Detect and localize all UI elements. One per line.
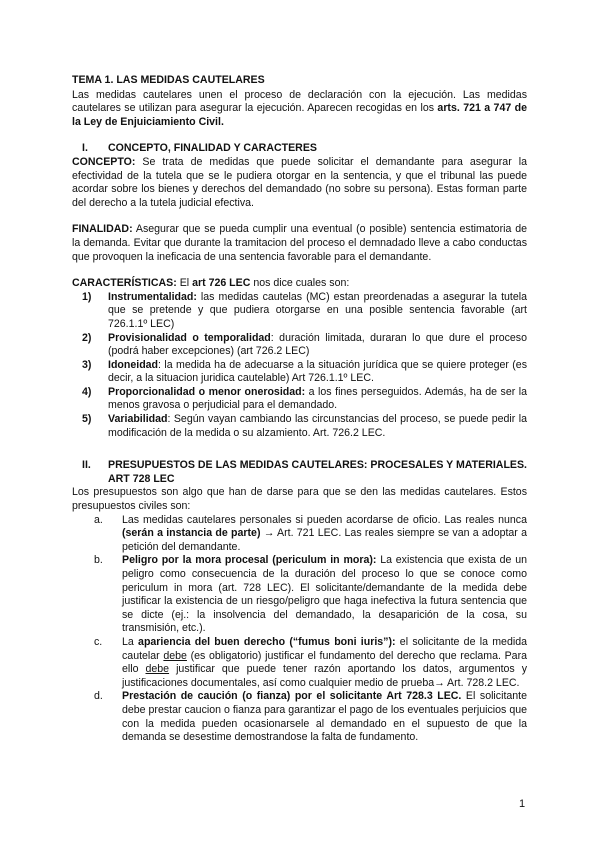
section-1-title: CONCEPTO, FINALIDAD Y CARACTERES — [108, 142, 317, 155]
list-item-label: Variabilidad — [108, 413, 168, 426]
finalidad-text: Asegurar que se pueda cumplir una eventual (o posible) sentencia estimatoria de la demanda. Evitar que durante la tramitacion del proceso el demnadado lleve a cabo conductas que provoquen la ineficacia de una sentencia favorable para el demandante. — [72, 223, 527, 263]
list-item-label: Idoneidad — [108, 358, 159, 371]
finalidad-label: FINALIDAD: — [72, 223, 133, 236]
list-item-text: justificar que puede tener razón aportando los datos, argumentos y justificaciones documentales, así como cualquier medio de prueba→ Art. 728.2 LEC. — [122, 663, 528, 689]
list-item-number: 5) — [82, 413, 92, 426]
list-item-label: Provisionalidad o temporalidad — [108, 331, 271, 344]
finalidad-paragraph — [72, 223, 527, 264]
list-item-text: La existencia que exista de un peligro como consecuencia de la duración del proceso lo que se conoce como periculum in mora (art. 728 LEC). El solicitante/demandante de la medida debe justificar la existencia de un riesgo/peligro que haga inefectiva la futura sentencia que se dicte (ej.: la insolvencia del demandado, la desaparición de la cosa, su transmisión, etc.). — [122, 554, 528, 635]
list-item — [72, 413, 527, 440]
list-item-label: Instrumentalidad: — [108, 290, 197, 303]
list-item-text: (es obligatorio) justificar el fundamento del derecho que reclama. Para ello — [122, 649, 527, 676]
page-number: 1 — [519, 798, 526, 810]
list-item-text: las medidas cautelas (MC) estan preordenadas a asegurar la tutela que se pretende y que pudiera otorgarse en una posible sentencia favorable (art 726.1.1º LEC) — [108, 290, 527, 330]
list-item-text: : Según vayan cambiando las circunstancias del proceso, se puede pedir la modificación de la medida o su alzamiento. Art. 726.2 LEC. — [108, 413, 527, 439]
caracteristicas-pre: El — [176, 277, 193, 290]
list-item-letter: b. — [94, 554, 103, 567]
list-item — [72, 359, 527, 386]
underlined-word: debe — [163, 649, 187, 662]
list-item-label: Proporcionalidad o menor onerosidad: — [108, 385, 306, 398]
caracteristicas-list — [72, 291, 527, 441]
list-item-text: : duración limitada, duraran lo que dure el proceso (podrá haber excepciones) (art 726.2 LEC) — [108, 331, 527, 358]
intro-text: Las medidas cautelares unen el proceso de declaración con la ejecución. Las medidas cautelares se utilizan para asegurar la ejecución. Aparecen recogidas en los — [72, 88, 527, 115]
list-item-text: La — [122, 635, 139, 648]
page-content — [72, 74, 527, 745]
list-item — [72, 514, 527, 555]
list-item — [72, 636, 527, 690]
list-item-number: 1) — [82, 290, 92, 303]
list-item-bold: (serán a instancia de parte) — [122, 527, 261, 540]
presupuestos-list — [72, 514, 527, 745]
concepto-text: Se trata de medidas que puede solicitar el demandante para asegurar la efectividad de la tutela que se le pudiera otorgar en la sentencia, y que el tribunal las puede acordar sobre los bienes y derechos del demandado (no sobre su persona). Estas forman parte del derecho a la tutela judicial efectiva. — [72, 155, 527, 209]
section-2-title: PRESUPUESTOS DE LAS MEDIDAS CAUTELARES: PROCESALES Y MATERIALES. ART 728 LEC — [108, 459, 527, 485]
underlined-word: debe — [145, 663, 170, 676]
list-item-text: → Art. 721 LEC. Las reales siempre se van a adoptar a petición del demandante. — [122, 527, 527, 553]
list-item-text: Las medidas cautelares personales si pueden acordarse de oficio. Las reales nunca — [122, 513, 527, 526]
list-item-bold: apariencia del buen derecho (“fumus boni iuris”): — [138, 635, 396, 648]
intro-bold: arts. 721 a 747 de la Ley de Enjuiciamiento Civil. — [72, 102, 527, 128]
caracteristicas-paragraph — [72, 277, 527, 291]
list-item-text: El solicitante debe prestar caucion o fianza para garantizar el pago de los eventuales perjuicios que con la medida pueden ocasionarsele al demandado en el supuesto de que la demanda se desestime demostrandose la falta de fundamento. — [122, 690, 528, 744]
section-1-heading — [72, 142, 527, 156]
list-item-bold: Peligro por la mora procesal (periculum in mora): — [122, 554, 377, 567]
concepto-paragraph — [72, 156, 527, 210]
list-item-number: 4) — [82, 385, 92, 398]
list-item — [72, 332, 527, 359]
presupuestos-intro: Los presupuestos son algo que han de darse para que se den las medidas cautelares. Estos presupuestos civiles son: — [72, 486, 527, 513]
list-item-letter: a. — [94, 513, 103, 526]
list-item-letter: d. — [94, 690, 103, 703]
list-item-text: a los fines perseguidos. Además, ha de ser la menos gravosa o perjudicial para el demandado. — [108, 385, 527, 412]
caracteristicas-label: CARACTERÍSTICAS: — [72, 277, 177, 290]
list-item-number: 2) — [82, 331, 92, 344]
section-2-heading — [72, 459, 527, 486]
list-item — [72, 690, 527, 744]
document-title: TEMA 1. LAS MEDIDAS CAUTELARES — [72, 74, 265, 86]
section-1-number: I. — [82, 142, 88, 155]
intro-paragraph — [72, 89, 527, 130]
list-item-text: : la medida ha de adecuarse a la situación jurídica que se quiere proteger (es decir, a la situacion juridica cautelable) Art 726.1.1º LEC. — [108, 358, 527, 385]
list-item-bold: Prestación de caución (o fianza) por el solicitante Art 728.3 LEC. — [122, 690, 462, 703]
list-item — [72, 386, 527, 413]
concepto-label: CONCEPTO: — [72, 155, 136, 168]
caracteristicas-post: nos dice cuales son: — [250, 277, 350, 290]
caracteristicas-article: art 726 LEC — [192, 277, 251, 290]
list-item — [72, 291, 527, 332]
section-2-number: II. — [82, 459, 91, 472]
list-item-text: el solicitante de la medida cautelar — [122, 635, 527, 662]
list-item-number: 3) — [82, 358, 92, 371]
list-item — [72, 554, 527, 636]
list-item-letter: c. — [94, 635, 103, 648]
